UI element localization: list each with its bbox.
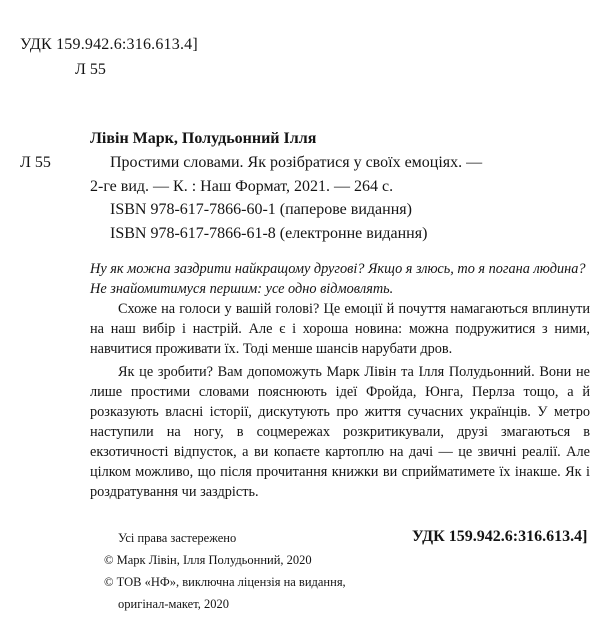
rights-reserved: Усі права застережено [118, 531, 237, 545]
annotation-intro: Ну як можна заздрити найкращому другові? Якщо я злюсь, то я погана людина? Не знайомитимуся першим: усе одно відмовлять. [90, 261, 586, 297]
udk-code-top: УДК 159.942.6:316.613.4] [20, 36, 198, 53]
author-sign: Л 55 [20, 154, 51, 171]
copyright-layout: оригінал-макет, 2020 [118, 597, 229, 611]
udk-code-bottom: УДК 159.942.6:316.613.4] [412, 528, 588, 545]
annotation-paragraph-2: Як це зробити? Вам допоможуть Марк Лівін та Ілля Полудьонний. Вони не лише простими словами пояснюють ідеї Фройда, Юнга, Перлза тощо, а й розказують власні історії, дискутують про життя сучасних українців. У метро наступили на ногу, в соцмережах розкритикували, друзі змагаються в екзотичності відпусток, а ви копаєте картоплю на дачі — це звичні реалії. Але цілком можливо, що після прочитання книжки ви сприйматимете їх інакше. Як і роздратування чи заздрість. [90, 364, 590, 500]
copyright-publisher: © ТОВ «НФ», виключна ліцензія на видання, [104, 575, 346, 589]
isbn-paper: ISBN 978-617-7866-60-1 (паперове видання) [110, 201, 412, 218]
title-line: Простими словами. Як розібратися у своїх емоціях. — [110, 154, 483, 171]
copyright-authors: © Марк Лівін, Ілля Полудьонний, 2020 [104, 553, 312, 567]
author-sign-top: Л 55 [75, 61, 106, 78]
author-heading: Лівін Марк, Полудьонний Ілля [90, 130, 317, 147]
annotation-paragraph-1: Схоже на голоси у вашій голові? Це емоції й почуття намагаються вплинути на наш вибір і настрій. Але є і хороша новина: можна подружитися з ними, навчитися проживати їх. Тоді менше шансів нарубати дров. [90, 301, 590, 357]
edition-line: 2-ге вид. — К. : Наш Формат, 2021. — 264 с. [90, 178, 394, 195]
isbn-electronic: ISBN 978-617-7866-61-8 (електронне видання) [110, 225, 428, 242]
